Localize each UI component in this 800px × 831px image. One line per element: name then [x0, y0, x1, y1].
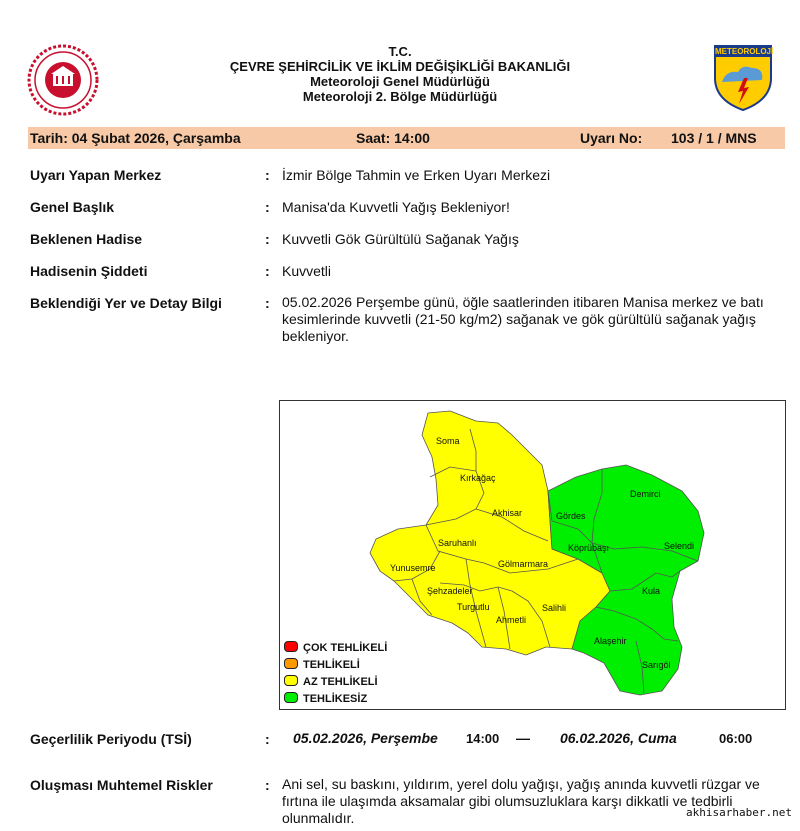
watermark: akhisarhaber.net [686, 806, 792, 819]
warning-no-value: 103 / 1 / MNS [671, 130, 757, 146]
district-label-akhisar: Akhisar [492, 508, 523, 518]
risks-label: Oluşması Muhtemel Riskler [30, 777, 213, 793]
info-bar [28, 127, 785, 149]
time-text: Saat: 14:00 [356, 130, 430, 146]
document-header [180, 44, 620, 104]
district-label-kula: Kula [642, 586, 661, 596]
district-label-saruhanli: Saruhanlı [438, 538, 477, 548]
district-label-kopruabasi: Köprübaşı [568, 543, 610, 553]
meteorology-logo-text: METEOROLOJİ [715, 47, 774, 56]
district-label-salihli: Salihli [542, 603, 567, 613]
field-label-event: Beklenen Hadise [30, 231, 143, 247]
district-label-selendi: Selendi [664, 541, 695, 551]
legend-label: TEHLİKELİ [303, 659, 360, 671]
warning-no-label: Uyarı No: [580, 130, 643, 146]
district-label-ahmetli: Ahmetli [496, 615, 527, 625]
header-line-tc: T.C. [388, 44, 412, 59]
field-value-title: Manisa'da Kuvvetli Yağış Bekleniyor! [282, 199, 510, 215]
legend-swatch-green [284, 692, 298, 703]
field-colon: : [265, 731, 270, 747]
field-label-center: Uyarı Yapan Merkez [30, 167, 162, 183]
legend-item-tehlikesiz [284, 692, 367, 705]
legend-swatch-red [284, 641, 298, 652]
field-colon: : [265, 295, 270, 311]
field-colon: : [265, 777, 270, 793]
field-colon: : [265, 167, 270, 183]
district-label-turgutlu: Turgutlu [457, 602, 490, 612]
legend-swatch-orange [284, 658, 298, 669]
district-label-sehzadeler: Şehzadeler [427, 586, 473, 596]
ministry-seal-logo [27, 44, 99, 116]
legend-item-tehlikeli [284, 658, 360, 671]
district-label-yunusemre: Yunusemre [390, 563, 436, 573]
validity-label: Geçerlilik Periyodu (TSİ) [30, 731, 192, 747]
risks-value: Ani sel, su baskını, yıldırım, yerel dolu yağışı, yağış anında kuvvetli rüzgar ve fırtına ile ulaşımda aksamalar gibi olumsuzluklara karşı dikkatli ve tedbirli olunmalıdır. [282, 776, 760, 826]
field-value-center: İzmir Bölge Tahmin ve Erken Uyarı Merkezi [282, 167, 551, 183]
legend-swatch-yellow [284, 675, 298, 686]
validity-start-date: 05.02.2026, Perşembe [293, 730, 438, 746]
field-label-detail: Beklendiği Yer ve Detay Bilgi [30, 295, 222, 311]
district-label-kirkagac: Kırkağaç [460, 473, 496, 483]
field-value-detail: 05.02.2026 Perşembe günü, öğle saatlerinden itibaren Manisa merkez ve batı kesimlerinde kuvvetli (21-50 kg/m2) sağanak ve gök gürültülü sağanak yağış bekleniyor. [282, 294, 764, 344]
field-label-severity: Hadisenin Şiddeti [30, 263, 148, 279]
legend-label: AZ TEHLİKELİ [303, 676, 378, 688]
header-ministry: ÇEVRE ŞEHİRCİLİK VE İKLİM DEĞİŞİKLİĞİ BAKANLIĞI [229, 59, 571, 74]
district-label-sarigol: Sarıgöl [642, 660, 671, 670]
date-text: Tarih: 04 Şubat 2026, Çarşamba [30, 130, 241, 146]
field-colon: : [265, 263, 270, 279]
field-colon: : [265, 231, 270, 247]
warning-map [279, 400, 786, 710]
legend-item-cok-tehlikeli [284, 641, 387, 654]
field-colon: : [265, 199, 270, 215]
validity-end-time: 06:00 [719, 731, 753, 746]
field-value-severity: Kuvvetli [282, 263, 332, 279]
validity-start-time: 14:00 [466, 731, 500, 746]
meteorology-logo [712, 42, 774, 112]
district-label-alasehir: Alaşehir [594, 636, 627, 646]
field-value-event: Kuvvetli Gök Gürültülü Sağanak Yağış [282, 231, 519, 247]
district-label-gordes: Gördes [556, 511, 586, 521]
validity-dash: — [516, 730, 530, 746]
district-label-demirci: Demirci [630, 489, 661, 499]
field-label-title: Genel Başlık [30, 199, 115, 215]
header-regional: Meteoroloji 2. Bölge Müdürlüğü [302, 89, 498, 104]
header-directorate: Meteoroloji Genel Müdürlüğü [310, 74, 490, 89]
district-label-soma: Soma [436, 436, 460, 446]
legend-item-az-tehlikeli [284, 675, 378, 688]
legend-label: ÇOK TEHLİKELİ [303, 642, 388, 654]
district-label-golmarmara: Gölmarmara [498, 559, 549, 569]
validity-end-date: 06.02.2026, Cuma [560, 730, 677, 746]
legend-label: TEHLİKESİZ [303, 693, 368, 705]
